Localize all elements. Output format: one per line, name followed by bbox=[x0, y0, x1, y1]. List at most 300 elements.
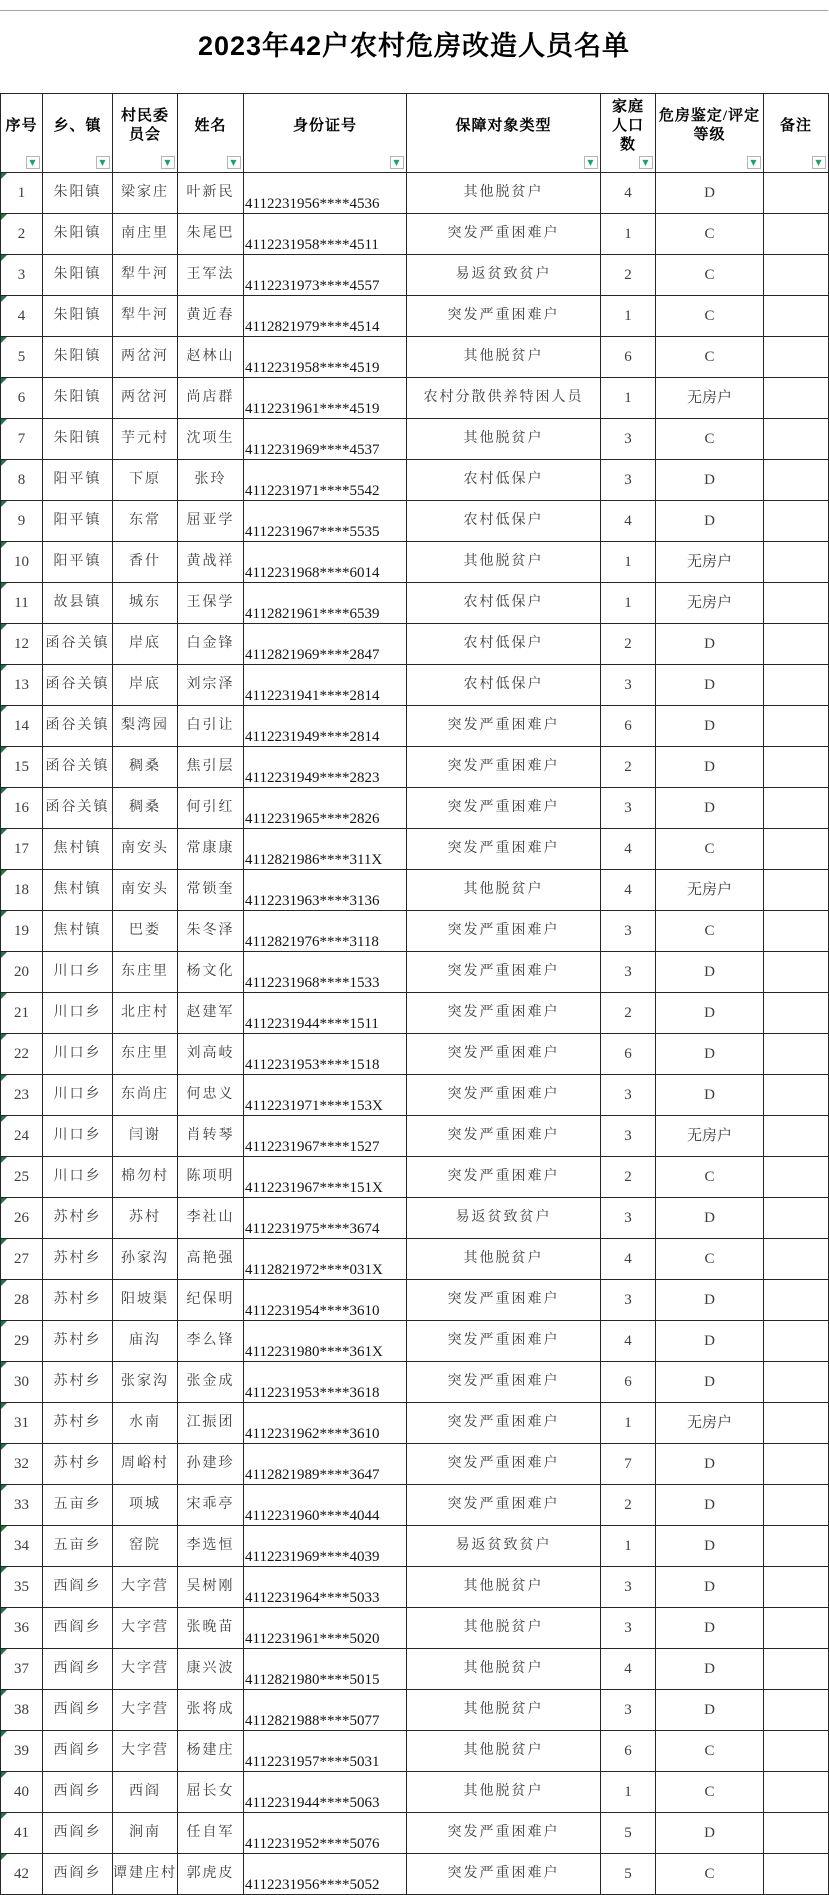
cell-cunweihui[interactable]: 两岔河 bbox=[113, 337, 178, 378]
cell-xiangzhen[interactable]: 焦村镇 bbox=[43, 911, 113, 952]
cell-beizhu[interactable] bbox=[764, 378, 829, 419]
cell-baozhang[interactable]: 其他脱贫户 bbox=[407, 419, 601, 460]
cell-baozhang[interactable]: 突发严重困难户 bbox=[407, 911, 601, 952]
cell-baozhang[interactable]: 其他脱贫户 bbox=[407, 1567, 601, 1608]
cell-shenfenzheng[interactable]: 4112231957****5031 bbox=[244, 1731, 407, 1772]
cell-xingming[interactable]: 王保学 bbox=[178, 583, 244, 624]
cell-dengji[interactable]: D bbox=[656, 1813, 764, 1854]
cell-shenfenzheng[interactable]: 4112231968****1533 bbox=[244, 952, 407, 993]
cell-renkou[interactable]: 6 bbox=[601, 1362, 656, 1403]
cell-xingming[interactable]: 沈项生 bbox=[178, 419, 244, 460]
cell-dengji[interactable]: C bbox=[656, 1239, 764, 1280]
cell-xingming[interactable]: 张金成 bbox=[178, 1362, 244, 1403]
cell-baozhang[interactable]: 易返贫致贫户 bbox=[407, 1198, 601, 1239]
cell-shenfenzheng[interactable]: 4112231958****4519 bbox=[244, 337, 407, 378]
cell-xiangzhen[interactable]: 西阎乡 bbox=[43, 1854, 113, 1895]
cell-xuhao[interactable] bbox=[1, 1403, 43, 1444]
cell-dengji[interactable]: D bbox=[656, 1485, 764, 1526]
cell-xiangzhen[interactable]: 朱阳镇 bbox=[43, 419, 113, 460]
cell-baozhang[interactable]: 突发严重困难户 bbox=[407, 952, 601, 993]
cell-dengji[interactable]: 无房户 bbox=[656, 542, 764, 583]
cell-baozhang[interactable]: 其他脱贫户 bbox=[407, 542, 601, 583]
cell-dengji[interactable]: D bbox=[656, 993, 764, 1034]
cell-cunweihui[interactable]: 大字营 bbox=[113, 1649, 178, 1690]
cell-baozhang[interactable]: 农村低保户 bbox=[407, 460, 601, 501]
cell-cunweihui[interactable]: 南安头 bbox=[113, 870, 178, 911]
cell-baozhang[interactable]: 突发严重困难户 bbox=[407, 1280, 601, 1321]
cell-xuhao[interactable] bbox=[1, 665, 43, 706]
cell-renkou[interactable]: 4 bbox=[601, 1649, 656, 1690]
cell-beizhu[interactable] bbox=[764, 1813, 829, 1854]
cell-cunweihui[interactable]: 巴娄 bbox=[113, 911, 178, 952]
cell-xingming[interactable]: 郭虎皮 bbox=[178, 1854, 244, 1895]
cell-xiangzhen[interactable]: 西阎乡 bbox=[43, 1608, 113, 1649]
cell-xingming[interactable]: 宋乖亭 bbox=[178, 1485, 244, 1526]
cell-xingming[interactable]: 焦引层 bbox=[178, 747, 244, 788]
cell-beizhu[interactable] bbox=[764, 296, 829, 337]
cell-shenfenzheng[interactable]: 4112231956****4536 bbox=[244, 173, 407, 214]
cell-dengji[interactable]: C bbox=[656, 1157, 764, 1198]
cell-baozhang[interactable]: 突发严重困难户 bbox=[407, 747, 601, 788]
cell-baozhang[interactable]: 突发严重困难户 bbox=[407, 1157, 601, 1198]
cell-cunweihui[interactable]: 南庄里 bbox=[113, 214, 178, 255]
cell-renkou[interactable]: 3 bbox=[601, 419, 656, 460]
cell-xiangzhen[interactable]: 西阎乡 bbox=[43, 1813, 113, 1854]
cell-renkou[interactable]: 2 bbox=[601, 1157, 656, 1198]
filter-dropdown-icon[interactable] bbox=[26, 156, 40, 169]
cell-beizhu[interactable] bbox=[764, 542, 829, 583]
cell-shenfenzheng[interactable]: 4112231967****1527 bbox=[244, 1116, 407, 1157]
cell-dengji[interactable]: D bbox=[656, 173, 764, 214]
cell-baozhang[interactable]: 其他脱贫户 bbox=[407, 1649, 601, 1690]
cell-dengji[interactable]: C bbox=[656, 296, 764, 337]
cell-renkou[interactable]: 2 bbox=[601, 993, 656, 1034]
cell-shenfenzheng[interactable]: 4112821988****5077 bbox=[244, 1690, 407, 1731]
cell-renkou[interactable]: 3 bbox=[601, 1608, 656, 1649]
cell-xuhao[interactable] bbox=[1, 1854, 43, 1895]
cell-renkou[interactable]: 2 bbox=[601, 255, 656, 296]
header-cell-dengji[interactable] bbox=[656, 94, 764, 173]
cell-beizhu[interactable] bbox=[764, 1198, 829, 1239]
cell-beizhu[interactable] bbox=[764, 1034, 829, 1075]
cell-shenfenzheng[interactable]: 4112231961****5020 bbox=[244, 1608, 407, 1649]
cell-xuhao[interactable] bbox=[1, 952, 43, 993]
cell-xiangzhen[interactable]: 西阎乡 bbox=[43, 1731, 113, 1772]
header-cell-xuhao[interactable] bbox=[1, 94, 43, 173]
cell-shenfenzheng[interactable]: 4112231967****151X bbox=[244, 1157, 407, 1198]
cell-xingming[interactable]: 李社山 bbox=[178, 1198, 244, 1239]
cell-xingming[interactable]: 尚店群 bbox=[178, 378, 244, 419]
cell-beizhu[interactable] bbox=[764, 1075, 829, 1116]
filter-dropdown-icon[interactable] bbox=[96, 156, 110, 169]
cell-dengji[interactable]: C bbox=[656, 1772, 764, 1813]
filter-dropdown-icon[interactable] bbox=[639, 156, 653, 169]
cell-xuhao[interactable] bbox=[1, 419, 43, 460]
cell-beizhu[interactable] bbox=[764, 1116, 829, 1157]
cell-dengji[interactable]: D bbox=[656, 1362, 764, 1403]
cell-xuhao[interactable] bbox=[1, 214, 43, 255]
cell-dengji[interactable]: D bbox=[656, 1444, 764, 1485]
cell-xiangzhen[interactable]: 西阎乡 bbox=[43, 1649, 113, 1690]
cell-renkou[interactable]: 4 bbox=[601, 1321, 656, 1362]
cell-renkou[interactable]: 3 bbox=[601, 460, 656, 501]
cell-dengji[interactable]: D bbox=[656, 624, 764, 665]
cell-baozhang[interactable]: 突发严重困难户 bbox=[407, 788, 601, 829]
filter-dropdown-icon[interactable] bbox=[812, 156, 826, 169]
cell-cunweihui[interactable]: 项城 bbox=[113, 1485, 178, 1526]
cell-cunweihui[interactable]: 大字营 bbox=[113, 1731, 178, 1772]
cell-dengji[interactable]: C bbox=[656, 337, 764, 378]
cell-beizhu[interactable] bbox=[764, 706, 829, 747]
cell-baozhang[interactable]: 其他脱贫户 bbox=[407, 1772, 601, 1813]
cell-xingming[interactable]: 王军法 bbox=[178, 255, 244, 296]
cell-dengji[interactable]: D bbox=[656, 952, 764, 993]
cell-xingming[interactable]: 吴树刚 bbox=[178, 1567, 244, 1608]
cell-dengji[interactable]: D bbox=[656, 1075, 764, 1116]
cell-baozhang[interactable]: 突发严重困难户 bbox=[407, 1485, 601, 1526]
cell-xiangzhen[interactable]: 西阎乡 bbox=[43, 1772, 113, 1813]
cell-dengji[interactable]: D bbox=[656, 501, 764, 542]
cell-beizhu[interactable] bbox=[764, 1690, 829, 1731]
cell-shenfenzheng[interactable]: 4112231953****3618 bbox=[244, 1362, 407, 1403]
cell-dengji[interactable]: D bbox=[656, 1034, 764, 1075]
cell-xuhao[interactable] bbox=[1, 706, 43, 747]
cell-renkou[interactable]: 1 bbox=[601, 214, 656, 255]
cell-xiangzhen[interactable]: 苏村乡 bbox=[43, 1198, 113, 1239]
cell-xingming[interactable]: 高艳强 bbox=[178, 1239, 244, 1280]
cell-xiangzhen[interactable]: 焦村镇 bbox=[43, 870, 113, 911]
cell-xingming[interactable]: 刘宗泽 bbox=[178, 665, 244, 706]
cell-cunweihui[interactable]: 犁牛河 bbox=[113, 255, 178, 296]
cell-xingming[interactable]: 朱尾巴 bbox=[178, 214, 244, 255]
cell-shenfenzheng[interactable]: 4112231971****5542 bbox=[244, 460, 407, 501]
filter-dropdown-icon[interactable] bbox=[584, 156, 598, 169]
header-cell-beizhu[interactable] bbox=[764, 94, 829, 173]
cell-baozhang[interactable]: 突发严重困难户 bbox=[407, 829, 601, 870]
cell-cunweihui[interactable]: 大字营 bbox=[113, 1567, 178, 1608]
cell-dengji[interactable]: C bbox=[656, 214, 764, 255]
cell-xiangzhen[interactable]: 阳平镇 bbox=[43, 501, 113, 542]
cell-cunweihui[interactable]: 孙家沟 bbox=[113, 1239, 178, 1280]
cell-renkou[interactable]: 3 bbox=[601, 952, 656, 993]
cell-cunweihui[interactable]: 岸底 bbox=[113, 624, 178, 665]
cell-shenfenzheng[interactable]: 4112231953****1518 bbox=[244, 1034, 407, 1075]
cell-shenfenzheng[interactable]: 4112231964****5033 bbox=[244, 1567, 407, 1608]
cell-dengji[interactable]: D bbox=[656, 1321, 764, 1362]
cell-dengji[interactable]: C bbox=[656, 419, 764, 460]
cell-shenfenzheng[interactable]: 4112821989****3647 bbox=[244, 1444, 407, 1485]
cell-cunweihui[interactable]: 稠桑 bbox=[113, 788, 178, 829]
cell-beizhu[interactable] bbox=[764, 1772, 829, 1813]
cell-xiangzhen[interactable]: 朱阳镇 bbox=[43, 378, 113, 419]
cell-beizhu[interactable] bbox=[764, 419, 829, 460]
cell-xuhao[interactable] bbox=[1, 1567, 43, 1608]
cell-renkou[interactable]: 4 bbox=[601, 1239, 656, 1280]
cell-xuhao[interactable] bbox=[1, 1116, 43, 1157]
cell-baozhang[interactable]: 其他脱贫户 bbox=[407, 870, 601, 911]
cell-dengji[interactable]: 无房户 bbox=[656, 583, 764, 624]
cell-dengji[interactable]: D bbox=[656, 665, 764, 706]
cell-renkou[interactable]: 6 bbox=[601, 706, 656, 747]
cell-xingming[interactable]: 黄近春 bbox=[178, 296, 244, 337]
cell-beizhu[interactable] bbox=[764, 214, 829, 255]
cell-xingming[interactable]: 常康康 bbox=[178, 829, 244, 870]
cell-xuhao[interactable] bbox=[1, 378, 43, 419]
cell-renkou[interactable]: 3 bbox=[601, 1280, 656, 1321]
cell-beizhu[interactable] bbox=[764, 1567, 829, 1608]
cell-cunweihui[interactable]: 窑院 bbox=[113, 1526, 178, 1567]
cell-xuhao[interactable] bbox=[1, 993, 43, 1034]
cell-baozhang[interactable]: 其他脱贫户 bbox=[407, 1239, 601, 1280]
cell-dengji[interactable]: D bbox=[656, 460, 764, 501]
cell-xuhao[interactable] bbox=[1, 542, 43, 583]
cell-beizhu[interactable] bbox=[764, 460, 829, 501]
cell-xingming[interactable]: 常锁奎 bbox=[178, 870, 244, 911]
cell-xiangzhen[interactable]: 川口乡 bbox=[43, 993, 113, 1034]
cell-cunweihui[interactable]: 岸底 bbox=[113, 665, 178, 706]
cell-beizhu[interactable] bbox=[764, 788, 829, 829]
cell-dengji[interactable]: D bbox=[656, 788, 764, 829]
cell-xiangzhen[interactable]: 阳平镇 bbox=[43, 542, 113, 583]
cell-xuhao[interactable] bbox=[1, 1075, 43, 1116]
cell-cunweihui[interactable]: 东庄里 bbox=[113, 1034, 178, 1075]
cell-renkou[interactable]: 3 bbox=[601, 911, 656, 952]
cell-baozhang[interactable]: 其他脱贫户 bbox=[407, 173, 601, 214]
cell-xuhao[interactable] bbox=[1, 1526, 43, 1567]
cell-xuhao[interactable] bbox=[1, 1280, 43, 1321]
cell-baozhang[interactable]: 突发严重困难户 bbox=[407, 1034, 601, 1075]
cell-xingming[interactable]: 朱冬泽 bbox=[178, 911, 244, 952]
cell-xiangzhen[interactable]: 苏村乡 bbox=[43, 1403, 113, 1444]
cell-xiangzhen[interactable]: 苏村乡 bbox=[43, 1321, 113, 1362]
filter-dropdown-icon[interactable] bbox=[390, 156, 404, 169]
cell-xingming[interactable]: 白金锋 bbox=[178, 624, 244, 665]
cell-renkou[interactable]: 1 bbox=[601, 1403, 656, 1444]
cell-beizhu[interactable] bbox=[764, 1157, 829, 1198]
cell-cunweihui[interactable]: 梨湾园 bbox=[113, 706, 178, 747]
cell-beizhu[interactable] bbox=[764, 1444, 829, 1485]
cell-renkou[interactable]: 6 bbox=[601, 1034, 656, 1075]
cell-renkou[interactable]: 2 bbox=[601, 1485, 656, 1526]
cell-xiangzhen[interactable]: 苏村乡 bbox=[43, 1362, 113, 1403]
cell-xingming[interactable]: 李选恒 bbox=[178, 1526, 244, 1567]
cell-xuhao[interactable] bbox=[1, 1731, 43, 1772]
cell-cunweihui[interactable]: 阳坡渠 bbox=[113, 1280, 178, 1321]
cell-cunweihui[interactable]: 两岔河 bbox=[113, 378, 178, 419]
cell-xiangzhen[interactable]: 焦村镇 bbox=[43, 829, 113, 870]
cell-renkou[interactable]: 2 bbox=[601, 624, 656, 665]
cell-beizhu[interactable] bbox=[764, 1731, 829, 1772]
cell-xingming[interactable]: 张将成 bbox=[178, 1690, 244, 1731]
cell-renkou[interactable]: 4 bbox=[601, 829, 656, 870]
cell-xingming[interactable]: 纪保明 bbox=[178, 1280, 244, 1321]
cell-shenfenzheng[interactable]: 4112231968****6014 bbox=[244, 542, 407, 583]
cell-beizhu[interactable] bbox=[764, 1608, 829, 1649]
header-cell-shenfenzheng[interactable] bbox=[244, 94, 407, 173]
cell-dengji[interactable]: D bbox=[656, 1280, 764, 1321]
cell-cunweihui[interactable]: 棉勿村 bbox=[113, 1157, 178, 1198]
cell-xuhao[interactable] bbox=[1, 1321, 43, 1362]
cell-dengji[interactable]: 无房户 bbox=[656, 378, 764, 419]
cell-dengji[interactable]: D bbox=[656, 1608, 764, 1649]
cell-beizhu[interactable] bbox=[764, 747, 829, 788]
cell-dengji[interactable]: D bbox=[656, 1567, 764, 1608]
cell-xuhao[interactable] bbox=[1, 911, 43, 952]
cell-xingming[interactable]: 陈项明 bbox=[178, 1157, 244, 1198]
cell-renkou[interactable]: 3 bbox=[601, 1075, 656, 1116]
cell-xiangzhen[interactable]: 西阎乡 bbox=[43, 1567, 113, 1608]
cell-cunweihui[interactable]: 大字营 bbox=[113, 1608, 178, 1649]
cell-xiangzhen[interactable]: 函谷关镇 bbox=[43, 788, 113, 829]
cell-xiangzhen[interactable]: 朱阳镇 bbox=[43, 173, 113, 214]
cell-renkou[interactable]: 6 bbox=[601, 337, 656, 378]
cell-renkou[interactable]: 1 bbox=[601, 1526, 656, 1567]
cell-xiangzhen[interactable]: 川口乡 bbox=[43, 1116, 113, 1157]
cell-shenfenzheng[interactable]: 4112231952****5076 bbox=[244, 1813, 407, 1854]
cell-beizhu[interactable] bbox=[764, 1239, 829, 1280]
cell-baozhang[interactable]: 突发严重困难户 bbox=[407, 1321, 601, 1362]
cell-cunweihui[interactable]: 大字营 bbox=[113, 1690, 178, 1731]
cell-beizhu[interactable] bbox=[764, 624, 829, 665]
cell-beizhu[interactable] bbox=[764, 952, 829, 993]
cell-xuhao[interactable] bbox=[1, 1690, 43, 1731]
cell-xingming[interactable]: 黄战祥 bbox=[178, 542, 244, 583]
cell-xuhao[interactable] bbox=[1, 1485, 43, 1526]
cell-shenfenzheng[interactable]: 4112231973****4557 bbox=[244, 255, 407, 296]
cell-xiangzhen[interactable]: 川口乡 bbox=[43, 1034, 113, 1075]
cell-shenfenzheng[interactable]: 4112231954****3610 bbox=[244, 1280, 407, 1321]
cell-xiangzhen[interactable]: 朱阳镇 bbox=[43, 337, 113, 378]
cell-dengji[interactable]: C bbox=[656, 255, 764, 296]
cell-shenfenzheng[interactable]: 4112821961****6539 bbox=[244, 583, 407, 624]
cell-renkou[interactable]: 1 bbox=[601, 378, 656, 419]
cell-shenfenzheng[interactable]: 4112821986****311X bbox=[244, 829, 407, 870]
cell-xingming[interactable]: 张晚苗 bbox=[178, 1608, 244, 1649]
cell-xiangzhen[interactable]: 川口乡 bbox=[43, 1075, 113, 1116]
cell-baozhang[interactable]: 农村低保户 bbox=[407, 624, 601, 665]
cell-cunweihui[interactable]: 下原 bbox=[113, 460, 178, 501]
cell-renkou[interactable]: 3 bbox=[601, 1116, 656, 1157]
cell-shenfenzheng[interactable]: 4112821976****3118 bbox=[244, 911, 407, 952]
cell-renkou[interactable]: 3 bbox=[601, 1690, 656, 1731]
cell-cunweihui[interactable]: 苏村 bbox=[113, 1198, 178, 1239]
cell-renkou[interactable]: 4 bbox=[601, 870, 656, 911]
cell-baozhang[interactable]: 农村分散供养特困人员 bbox=[407, 378, 601, 419]
cell-shenfenzheng[interactable]: 4112231967****5535 bbox=[244, 501, 407, 542]
cell-xiangzhen[interactable]: 朱阳镇 bbox=[43, 296, 113, 337]
cell-shenfenzheng[interactable]: 4112231956****5052 bbox=[244, 1854, 407, 1895]
cell-beizhu[interactable] bbox=[764, 1321, 829, 1362]
cell-xuhao[interactable] bbox=[1, 1034, 43, 1075]
cell-shenfenzheng[interactable]: 4112231944****5063 bbox=[244, 1772, 407, 1813]
cell-renkou[interactable]: 3 bbox=[601, 1567, 656, 1608]
cell-cunweihui[interactable]: 香什 bbox=[113, 542, 178, 583]
cell-dengji[interactable]: D bbox=[656, 747, 764, 788]
cell-xiangzhen[interactable]: 五亩乡 bbox=[43, 1526, 113, 1567]
cell-beizhu[interactable] bbox=[764, 1280, 829, 1321]
cell-renkou[interactable]: 2 bbox=[601, 747, 656, 788]
cell-shenfenzheng[interactable]: 4112231962****3610 bbox=[244, 1403, 407, 1444]
cell-dengji[interactable]: D bbox=[656, 1690, 764, 1731]
cell-shenfenzheng[interactable]: 4112231949****2814 bbox=[244, 706, 407, 747]
cell-cunweihui[interactable]: 闫谢 bbox=[113, 1116, 178, 1157]
cell-cunweihui[interactable]: 东尚庄 bbox=[113, 1075, 178, 1116]
cell-cunweihui[interactable]: 芋元村 bbox=[113, 419, 178, 460]
cell-renkou[interactable]: 3 bbox=[601, 665, 656, 706]
cell-beizhu[interactable] bbox=[764, 255, 829, 296]
cell-xuhao[interactable] bbox=[1, 255, 43, 296]
cell-xingming[interactable]: 杨建庄 bbox=[178, 1731, 244, 1772]
cell-xuhao[interactable] bbox=[1, 1444, 43, 1485]
cell-baozhang[interactable]: 突发严重困难户 bbox=[407, 1813, 601, 1854]
cell-renkou[interactable]: 3 bbox=[601, 1198, 656, 1239]
cell-xingming[interactable]: 叶新民 bbox=[178, 173, 244, 214]
cell-renkou[interactable]: 5 bbox=[601, 1813, 656, 1854]
cell-beizhu[interactable] bbox=[764, 501, 829, 542]
cell-xingming[interactable]: 刘高岐 bbox=[178, 1034, 244, 1075]
cell-dengji[interactable]: 无房户 bbox=[656, 1403, 764, 1444]
cell-xingming[interactable]: 屈亚学 bbox=[178, 501, 244, 542]
cell-dengji[interactable]: 无房户 bbox=[656, 1116, 764, 1157]
cell-baozhang[interactable]: 突发严重困难户 bbox=[407, 296, 601, 337]
cell-xingming[interactable]: 赵建军 bbox=[178, 993, 244, 1034]
cell-xiangzhen[interactable]: 川口乡 bbox=[43, 1157, 113, 1198]
cell-xuhao[interactable] bbox=[1, 1239, 43, 1280]
cell-xuhao[interactable] bbox=[1, 583, 43, 624]
cell-xiangzhen[interactable]: 苏村乡 bbox=[43, 1444, 113, 1485]
cell-xiangzhen[interactable]: 五亩乡 bbox=[43, 1485, 113, 1526]
cell-shenfenzheng[interactable]: 4112821969****2847 bbox=[244, 624, 407, 665]
cell-baozhang[interactable]: 突发严重困难户 bbox=[407, 1362, 601, 1403]
cell-xuhao[interactable] bbox=[1, 624, 43, 665]
cell-xuhao[interactable] bbox=[1, 788, 43, 829]
header-cell-xingming[interactable] bbox=[178, 94, 244, 173]
cell-renkou[interactable]: 5 bbox=[601, 1854, 656, 1895]
cell-baozhang[interactable]: 易返贫致贫户 bbox=[407, 1526, 601, 1567]
cell-baozhang[interactable]: 农村低保户 bbox=[407, 665, 601, 706]
header-cell-xiangzhen[interactable] bbox=[43, 94, 113, 173]
cell-dengji[interactable]: C bbox=[656, 1854, 764, 1895]
cell-cunweihui[interactable]: 东庄里 bbox=[113, 952, 178, 993]
cell-beizhu[interactable] bbox=[764, 1403, 829, 1444]
cell-renkou[interactable]: 1 bbox=[601, 296, 656, 337]
cell-shenfenzheng[interactable]: 4112231980****361X bbox=[244, 1321, 407, 1362]
cell-xingming[interactable]: 李么锋 bbox=[178, 1321, 244, 1362]
cell-dengji[interactable]: D bbox=[656, 1526, 764, 1567]
cell-renkou[interactable]: 1 bbox=[601, 1772, 656, 1813]
cell-beizhu[interactable] bbox=[764, 1854, 829, 1895]
cell-xiangzhen[interactable]: 苏村乡 bbox=[43, 1239, 113, 1280]
cell-shenfenzheng[interactable]: 4112231969****4537 bbox=[244, 419, 407, 460]
cell-xiangzhen[interactable]: 阳平镇 bbox=[43, 460, 113, 501]
cell-beizhu[interactable] bbox=[764, 1362, 829, 1403]
cell-renkou[interactable]: 1 bbox=[601, 542, 656, 583]
cell-baozhang[interactable]: 农村低保户 bbox=[407, 501, 601, 542]
cell-xiangzhen[interactable]: 函谷关镇 bbox=[43, 665, 113, 706]
cell-shenfenzheng[interactable]: 4112821979****4514 bbox=[244, 296, 407, 337]
cell-shenfenzheng[interactable]: 4112231963****3136 bbox=[244, 870, 407, 911]
cell-xuhao[interactable] bbox=[1, 296, 43, 337]
cell-xingming[interactable]: 何忠义 bbox=[178, 1075, 244, 1116]
cell-dengji[interactable]: C bbox=[656, 829, 764, 870]
cell-xuhao[interactable] bbox=[1, 173, 43, 214]
cell-shenfenzheng[interactable]: 4112231949****2823 bbox=[244, 747, 407, 788]
cell-shenfenzheng[interactable]: 4112231958****4511 bbox=[244, 214, 407, 255]
cell-shenfenzheng[interactable]: 4112821972****031X bbox=[244, 1239, 407, 1280]
cell-cunweihui[interactable]: 城东 bbox=[113, 583, 178, 624]
header-cell-cunweihui[interactable] bbox=[113, 94, 178, 173]
cell-xuhao[interactable] bbox=[1, 460, 43, 501]
